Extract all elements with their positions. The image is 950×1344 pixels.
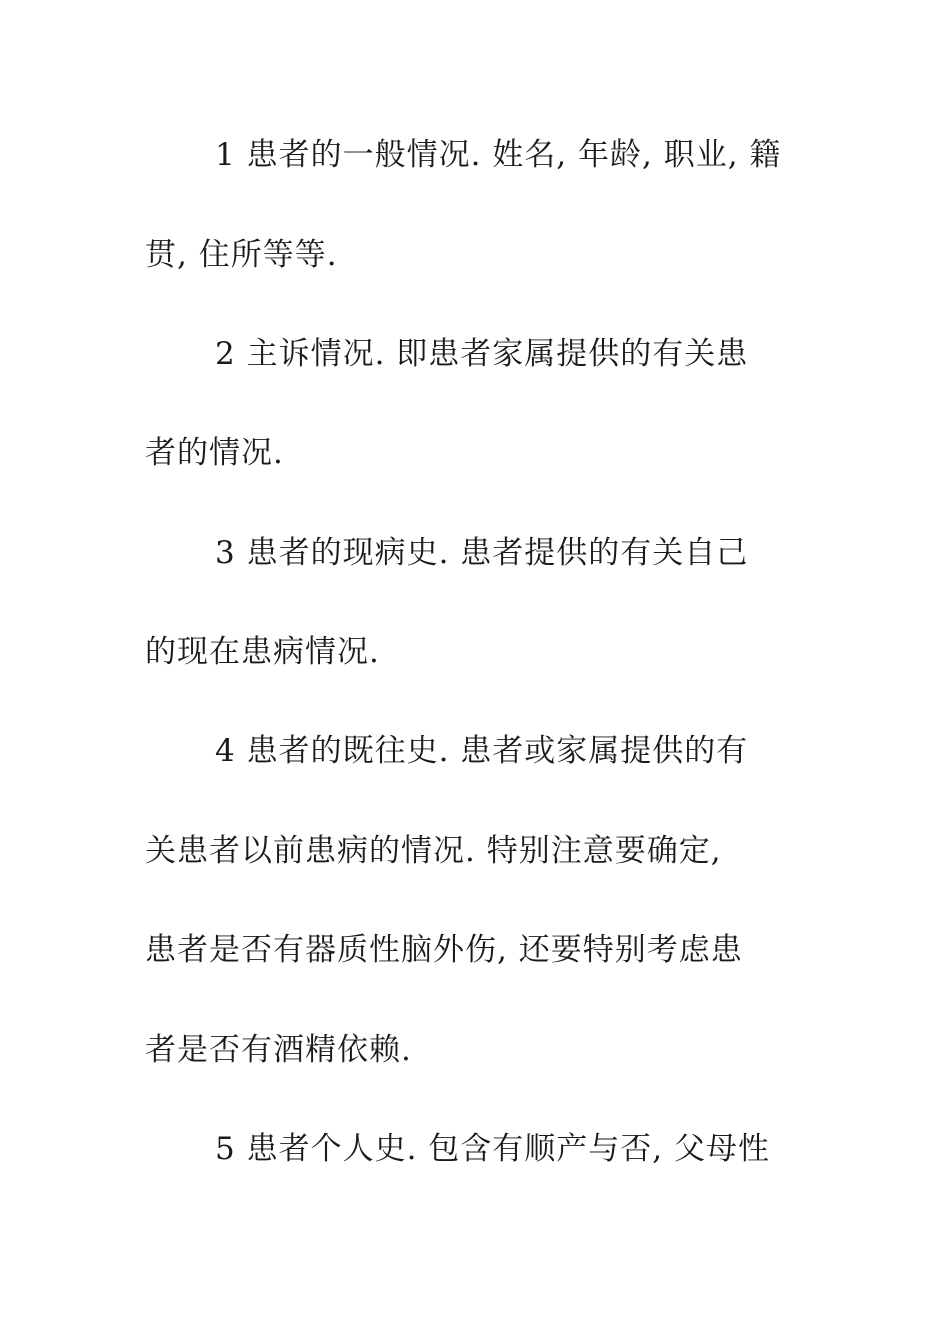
paragraph-2-line-1: 2 主诉情况. 即患者家属提供的有关患 (215, 336, 749, 372)
paragraph-1-line-2: 贯, 住所等等. (145, 237, 338, 273)
paragraph-2-line-2: 者的情况. (145, 435, 284, 471)
paragraph-1-line-1: 1 患者的一般情况. 姓名, 年龄, 职业, 籍 (215, 137, 782, 173)
paragraph-3-line-2: 的现在患病情况. (145, 634, 380, 670)
paragraph-3-line-1: 3 患者的现病史. 患者提供的有关自己 (215, 535, 749, 571)
paragraph-4-line-1: 4 患者的既往史. 患者或家属提供的有 (215, 733, 749, 769)
paragraph-4-line-4: 者是否有酒精依赖. (145, 1032, 412, 1068)
paragraph-5-line-1: 5 患者个人史. 包含有顺产与否, 父母性 (215, 1131, 770, 1167)
paragraph-4-line-3: 患者是否有器质性脑外伤, 还要特别考虑患 (145, 932, 743, 968)
paragraph-4-line-2: 关患者以前患病的情况. 特别注意要确定, (145, 833, 722, 869)
